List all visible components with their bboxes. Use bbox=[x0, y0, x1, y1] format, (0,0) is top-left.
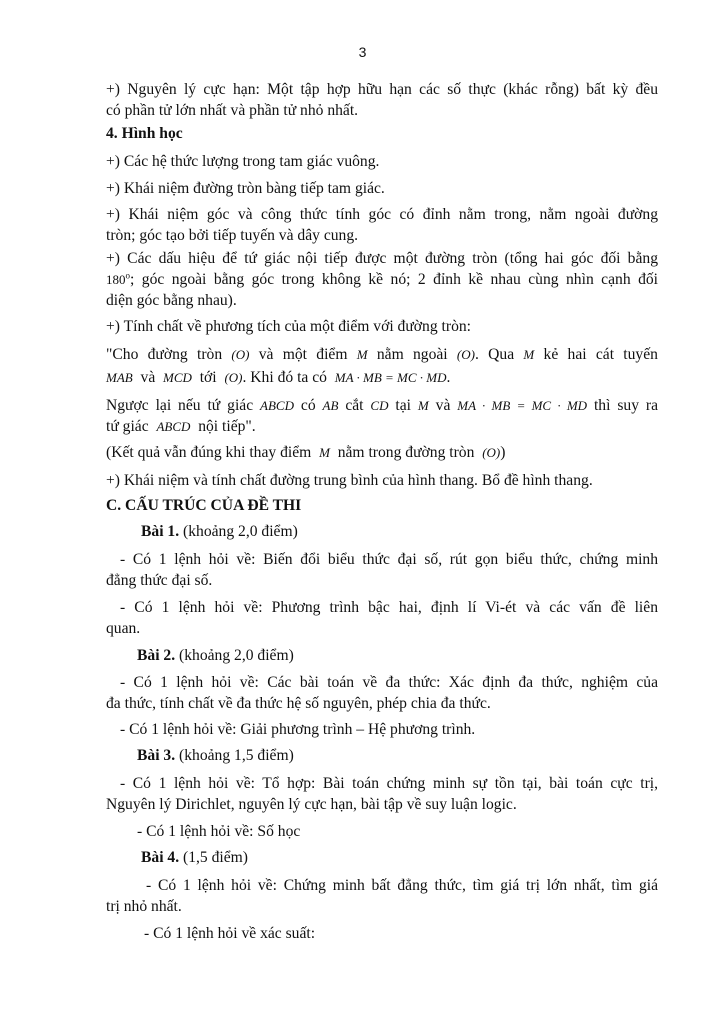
text-line: 180$^o$; góc ngoài bằng góc trong không kề nó; 2 đỉnh kề nhau cùng nhìn cạnh đối bbox=[106, 270, 658, 288]
text-line: +) Các dấu hiệu để tứ giác nội tiếp được một đường tròn (tổng hai góc đối bằng bbox=[106, 250, 658, 267]
exam-part-heading: Bài 1. (khoảng 2,0 điểm) bbox=[141, 523, 298, 540]
math-quadrilateral: ABCD bbox=[156, 419, 191, 434]
text-line: MAB và MCD tới (O). Khi đó ta có MA · MB = MC · MD. bbox=[106, 369, 451, 386]
math-point: M bbox=[356, 347, 368, 362]
exam-part-heading: Bài 2. (khoảng 2,0 điểm) bbox=[137, 647, 294, 664]
text-line: trị nhỏ nhất. bbox=[106, 898, 182, 915]
math-point: M bbox=[417, 398, 429, 413]
section-heading-geometry: 4. Hình học bbox=[106, 125, 183, 142]
text-line: diện góc bằng nhau). bbox=[106, 292, 237, 309]
math-point: M bbox=[319, 445, 330, 460]
text-line: - Có 1 lệnh hỏi về: Biến đổi biểu thức đại số, rút gọn biểu thức, chứng minh bbox=[120, 551, 658, 568]
math-circle: (O) bbox=[456, 347, 475, 362]
text-line: - Có 1 lệnh hỏi về: Giải phương trình – Hệ phương trình. bbox=[120, 721, 476, 738]
math-quadrilateral: ABCD bbox=[260, 398, 294, 413]
text-line: tứ giác ABCD nội tiếp". bbox=[106, 418, 256, 435]
text-line: - Có 1 lệnh hỏi về: Chứng minh bất đẳng thức, tìm giá trị lớn nhất, tìm giá bbox=[146, 877, 658, 894]
math-circle: (O) bbox=[224, 370, 243, 385]
text-line: +) Tính chất về phương tích của một điểm với đường tròn: bbox=[106, 318, 471, 335]
text-line: - Có 1 lệnh hỏi về: Các bài toán về đa thức: Xác định đa thức, nghiệm của bbox=[120, 674, 658, 691]
math-segment: AB bbox=[322, 398, 339, 413]
math-point: M bbox=[523, 347, 535, 362]
text-line: tròn; góc tạo bởi tiếp tuyến và dây cung. bbox=[106, 227, 359, 244]
math-circle: (O) bbox=[231, 347, 250, 362]
text-line: có phần tử lớn nhất và phần tử nhỏ nhất. bbox=[106, 102, 359, 119]
math-equation: MA · MB = MC · MD bbox=[457, 398, 588, 413]
math-equation: MA · MB = MC · MD bbox=[334, 370, 447, 385]
text-line: - Có 1 lệnh hỏi về xác suất: bbox=[144, 925, 316, 942]
math-secant: MAB bbox=[106, 370, 133, 385]
text-line: quan. bbox=[106, 620, 141, 637]
math-circle: (O) bbox=[482, 445, 501, 460]
text-line: - Có 1 lệnh hỏi về: Phương trình bậc hai, định lí Vi-ét và các vấn đề liên bbox=[120, 599, 658, 616]
text-line: - Có 1 lệnh hỏi về: Số học bbox=[137, 823, 301, 840]
exam-part-heading: Bài 4. (1,5 điểm) bbox=[141, 849, 248, 866]
page-number: 3 bbox=[358, 44, 367, 60]
math-segment: CD bbox=[370, 398, 389, 413]
text-line: đa thức, tính chất về đa thức hệ số nguyên, phép chia đa thức. bbox=[106, 695, 491, 712]
math-secant: MCD bbox=[163, 370, 192, 385]
text-line: đẳng thức đại số. bbox=[106, 572, 213, 589]
text-line: - Có 1 lệnh hỏi về: Tổ hợp: Bài toán chứng minh sự tồn tại, bài toán cực trị, bbox=[120, 775, 658, 792]
text-line: Nguyên lý Dirichlet, nguyên lý cực hạn, bài tập về suy luận logic. bbox=[106, 796, 517, 813]
exam-part-heading: Bài 3. (khoảng 1,5 điểm) bbox=[137, 747, 294, 764]
text-line: +) Khái niệm và tính chất đường trung bình của hình thang. Bổ đề hình thang. bbox=[106, 472, 593, 489]
math-angle: 180$^o$ bbox=[106, 270, 130, 287]
text-line: +) Khái niệm góc và công thức tính góc có đỉnh nằm trong, nằm ngoài đường bbox=[106, 206, 658, 223]
text-line: (Kết quả vẫn đúng khi thay điểm M nằm trong đường tròn (O)) bbox=[106, 444, 506, 461]
text-line: Ngược lại nếu tứ giác ABCD có AB cắt CD tại M và MA · MB = MC · MD thì suy ra bbox=[106, 397, 659, 414]
text-line: +) Các hệ thức lượng trong tam giác vuông. bbox=[106, 153, 380, 170]
text-line: "Cho đường tròn (O) và một điểm M nằm ngoài (O). Qua M kẻ hai cát tuyến bbox=[106, 346, 658, 363]
text-line: +) Nguyên lý cực hạn: Một tập hợp hữu hạn các số thực (khác rỗng) bất kỳ đều bbox=[106, 81, 658, 98]
text-line: +) Khái niệm đường tròn bàng tiếp tam giác. bbox=[106, 180, 385, 197]
section-heading-exam-structure: C. CẤU TRÚC CỦA ĐỀ THI bbox=[106, 497, 302, 514]
